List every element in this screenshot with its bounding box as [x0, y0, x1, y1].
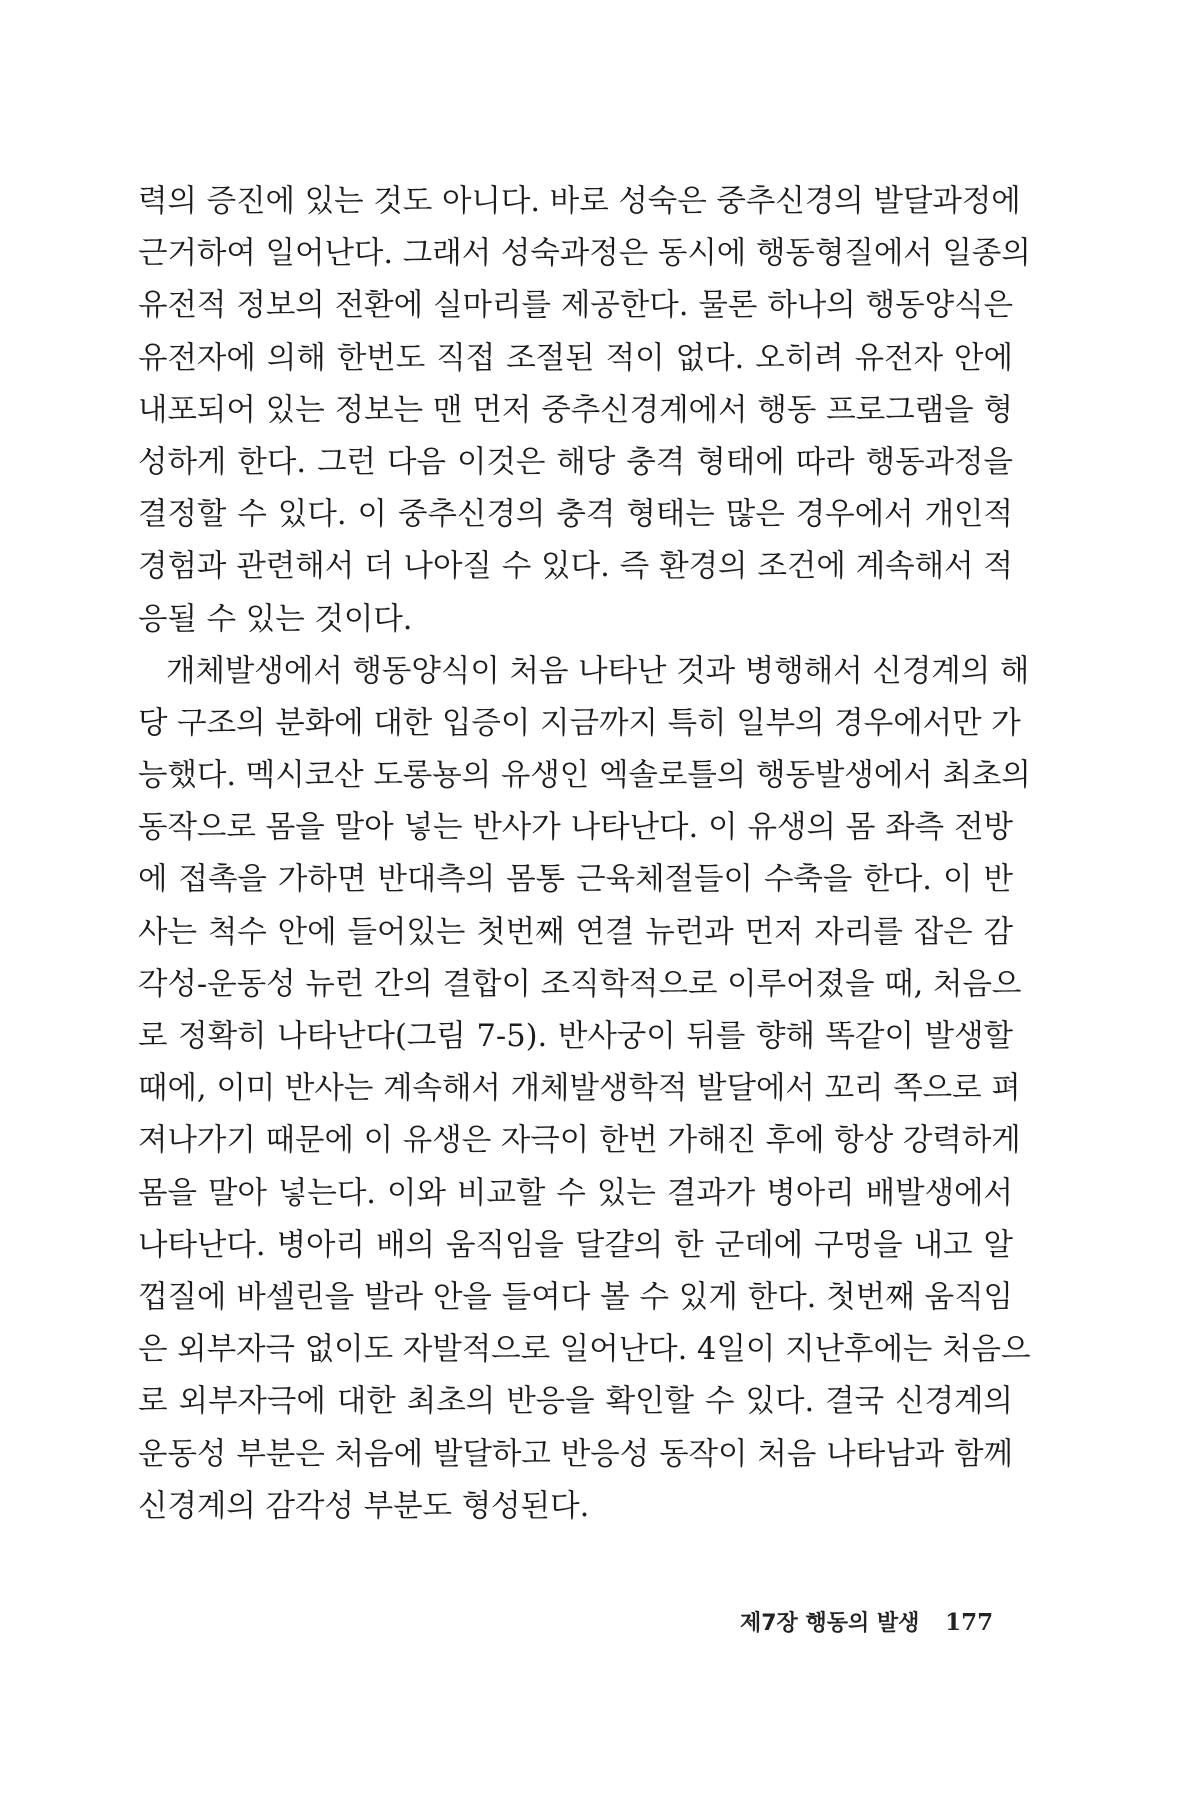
text-line: 유전자에 의해 한번도 직접 조절된 적이 없다. 오히려 유전자 안에 — [138, 340, 1013, 376]
text-line: 각성-운동성 뉴런 간의 결합이 조직학적으로 이루어졌을 때, 처음으 — [138, 966, 1022, 1002]
text-line: 개체발생에서 행동양식이 처음 나타난 것과 병행해서 신경계의 해 — [166, 653, 1030, 689]
text-line: 경험과 관련해서 더 나아질 수 있다. 즉 환경의 조건에 계속해서 적 — [138, 549, 1013, 585]
text-line: 운동성 부분은 처음에 발달하고 반응성 동작이 처음 나타남과 함께 — [138, 1436, 1013, 1472]
text-line: 동작으로 몸을 말아 넣는 반사가 나타난다. 이 유생의 몸 좌측 전방 — [138, 810, 1013, 846]
body-text — [138, 176, 1031, 1533]
text-line: 신경계의 감각성 부분도 형성된다. — [138, 1488, 590, 1524]
text-line: 근거하여 일어난다. 그래서 성숙과정은 동시에 행동형질에서 일종의 — [138, 236, 1031, 272]
text-line: 에 접촉을 가하면 반대측의 몸통 근육체절들이 수축을 한다. 이 반 — [138, 862, 1013, 898]
text-line: 내포되어 있는 정보는 맨 먼저 중추신경계에서 행동 프로그램을 형 — [138, 392, 1013, 428]
text-line: 때에, 이미 반사는 계속해서 개체발생학적 발달에서 꼬리 쪽으로 펴 — [138, 1071, 1021, 1107]
text-line: 력의 증진에 있는 것도 아니다. 바로 성숙은 중추신경의 발달과정에 — [138, 184, 1021, 219]
text-line: 사는 척수 안에 들어있는 첫번째 연결 뉴런과 먼저 자리를 잡은 감 — [138, 914, 1013, 950]
text-line: 껍질에 바셀린을 발라 안을 들여다 볼 수 있게 한다. 첫번째 움직임 — [138, 1279, 1013, 1315]
page-footer — [740, 1606, 994, 1646]
page-number: 177 — [945, 1609, 994, 1636]
text-line: 로 외부자극에 대한 최초의 반응을 확인할 수 있다. 결국 신경계의 — [138, 1384, 1013, 1420]
text-line: 유전적 정보의 전환에 실마리를 제공한다. 물론 하나의 행동양식은 — [138, 288, 1013, 324]
text-line: 로 정확히 나타난다(그림 7-5). 반사궁이 뒤를 향해 똑같이 발생할 — [138, 1019, 1013, 1054]
text-line: 능했다. 멕시코산 도롱뇽의 유생인 엑솔로틀의 행동발생에서 최초의 — [138, 758, 1031, 794]
text-line: 몸을 말아 넣는다. 이와 비교할 수 있는 결과가 병아리 배발생에서 — [138, 1175, 1013, 1211]
text-line: 성하게 한다. 그런 다음 이것은 해당 충격 형태에 따라 행동과정을 — [138, 444, 1013, 480]
text-line: 응될 수 있는 것이다. — [138, 601, 413, 637]
text-line: 결정할 수 있다. 이 중추신경의 충격 형태는 많은 경우에서 개인적 — [138, 497, 1013, 533]
text-line: 나타난다. 병아리 배의 움직임을 달걀의 한 군데에 구멍을 내고 알 — [138, 1227, 1013, 1263]
text-line: 은 외부자극 없이도 자발적으로 일어난다. 4일이 지난후에는 처음으 — [138, 1332, 1031, 1368]
text-line: 당 구조의 분화에 대한 입증이 지금까지 특히 일부의 경우에서만 가 — [138, 705, 1021, 741]
chapter-title: 제7장 행동의 발생 — [740, 1611, 920, 1636]
text-line: 져나가기 때문에 이 유생은 자극이 한번 가해진 후에 항상 강력하게 — [138, 1123, 1021, 1159]
